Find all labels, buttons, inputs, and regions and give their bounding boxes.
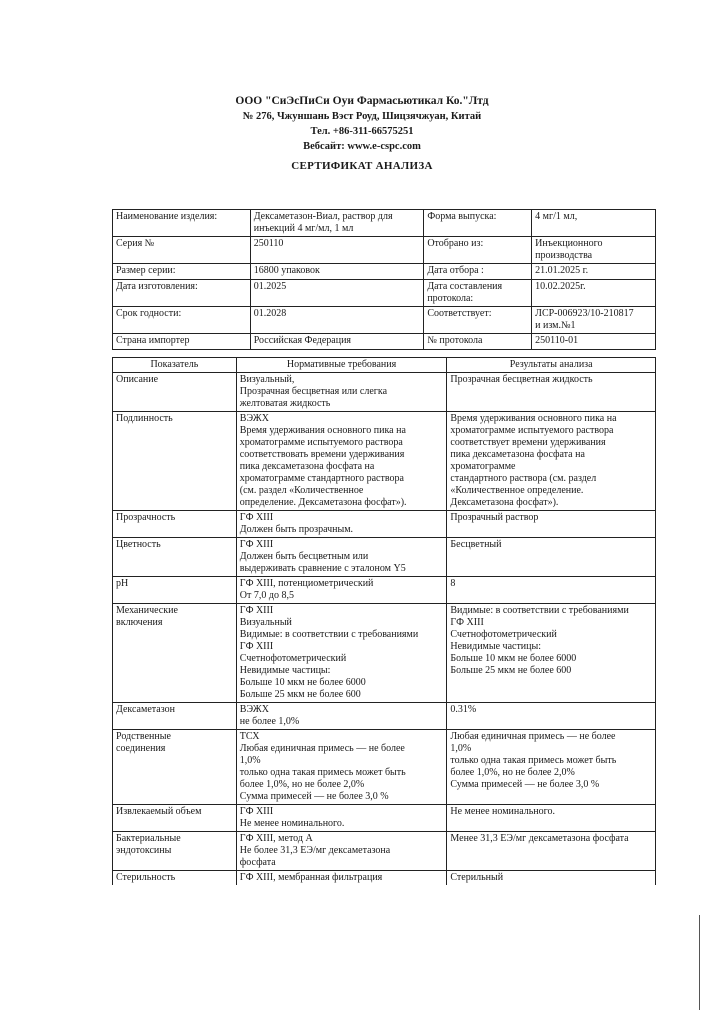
info-label: Размер серии:: [113, 264, 251, 280]
result-cell: Менее 31,3 ЕЭ/мг дексаметазона фосфата: [447, 832, 656, 871]
indicator-cell: Стерильность: [113, 871, 237, 886]
indicator-cell: pH: [113, 577, 237, 604]
result-cell: 0.31%: [447, 703, 656, 730]
indicator-cell: Прозрачность: [113, 511, 237, 538]
result-row: [113, 871, 656, 886]
indicator-cell: Извлекаемый объем: [113, 805, 237, 832]
indicator-cell: Бактериальные эндотоксины: [113, 832, 237, 871]
result-cell: Любая единичная примесь — не более 1,0% только одна такая примесь может быть более 1,0%, но не более 2,0% Сумма примесей — не более 3,0 %: [447, 730, 656, 805]
company-website: Вебсайт: www.e-cspc.com: [303, 141, 421, 152]
result-cell: Прозрачный раствор: [447, 511, 656, 538]
info-row: [113, 307, 656, 334]
result-row: [113, 730, 656, 805]
results-table-body: [113, 373, 656, 886]
info-label: Страна импортер: [113, 334, 251, 350]
requirement-cell: ГФ XIII Должен быть прозрачным.: [236, 511, 447, 538]
page-edge-line: [699, 915, 700, 1010]
info-label: Форма выпуска:: [424, 210, 532, 237]
company-phone: Тел. +86-311-66575251: [310, 126, 414, 137]
info-row: [113, 264, 656, 280]
requirement-cell: ТСХ Любая единичная примесь — не более 1,0% только одна такая примесь может быть более 1,0%, но не более 2,0% Сумма примесей — не более 3,0 %: [236, 730, 447, 805]
indicator-cell: Механические включения: [113, 604, 237, 703]
requirement-cell: ГФ XIII, мембранная фильтрация: [236, 871, 447, 886]
results-table: [112, 357, 656, 885]
info-value: 250110-01: [532, 334, 656, 350]
info-value: ЛСР-006923/10-210817 и изм.№1: [532, 307, 656, 334]
requirement-cell: ГФ XIII, метод А Не более 31,3 ЕЭ/мг дексаметазона фосфата: [236, 832, 447, 871]
info-value: 16800 упаковок: [250, 264, 424, 280]
info-row: [113, 237, 656, 264]
info-value: 21.01.2025 г.: [532, 264, 656, 280]
result-row: [113, 538, 656, 577]
result-cell: Прозрачная бесцветная жидкость: [447, 373, 656, 412]
requirement-cell: Визуальный, Прозрачная бесцветная или слегка желтоватая жидкость: [236, 373, 447, 412]
result-row: [113, 604, 656, 703]
info-label: Дата составления протокола:: [424, 280, 532, 307]
result-cell: Стерильный: [447, 871, 656, 886]
info-row: [113, 334, 656, 350]
company-name: ООО "СиЭсПиСи Оуи Фармасьютикал Ко."Лтд: [235, 95, 489, 107]
result-row: [113, 412, 656, 511]
info-label: Дата отбора :: [424, 264, 532, 280]
document-header: [0, 94, 724, 154]
requirement-cell: ГФ XIII, потенциометрический От 7,0 до 8,5: [236, 577, 447, 604]
result-cell: Не менее номинального.: [447, 805, 656, 832]
info-value: 10.02.2025г.: [532, 280, 656, 307]
document-title: СЕРТИФИКАТ АНАЛИЗА: [291, 160, 433, 172]
requirement-cell: ГФ XIII Визуальный Видимые: в соответствии с требованиями ГФ XIII Счетнофотометрический Невидимые частицы: Больше 10 мкм не более 6000 Больше 25 мкм не более 600: [236, 604, 447, 703]
col-header-indicator: Показатель: [113, 358, 237, 373]
indicator-cell: Подлинность: [113, 412, 237, 511]
info-value: Инъекционного производства: [532, 237, 656, 264]
info-row: [113, 280, 656, 307]
info-value: Дексаметазон-Виал, раствор для инъекций 4 мг/мл, 1 мл: [250, 210, 424, 237]
col-header-requirements: Нормативные требования: [236, 358, 447, 373]
col-header-results: Результаты анализа: [447, 358, 656, 373]
indicator-cell: Родственные соединения: [113, 730, 237, 805]
result-row: [113, 577, 656, 604]
info-value: 01.2025: [250, 280, 424, 307]
info-label: Дата изготовления:: [113, 280, 251, 307]
info-table: [112, 209, 656, 350]
info-label: Наименование изделия:: [113, 210, 251, 237]
info-value: 250110: [250, 237, 424, 264]
info-value: 4 мг/1 мл,: [532, 210, 656, 237]
info-table-body: [113, 210, 656, 350]
info-label: Отобрано из:: [424, 237, 532, 264]
info-value: Российская Федерация: [250, 334, 424, 350]
info-label: Соответствует:: [424, 307, 532, 334]
results-header-row: [113, 358, 656, 373]
info-row: [113, 210, 656, 237]
indicator-cell: Дексаметазон: [113, 703, 237, 730]
requirement-cell: ВЭЖХ Время удерживания основного пика на хроматограмме испытуемого раствора соответствовать времени удерживания пика дексаметазона фосфата на хроматограмме стандартного раствора (см. раздел «Количественное определение. Дексаметазона фосфат»).: [236, 412, 447, 511]
result-cell: Видимые: в соответствии с требованиями ГФ XIII Счетнофотометрический Невидимые частицы: Больше 10 мкм не более 6000 Больше 25 мкм не более 600: [447, 604, 656, 703]
company-address: № 276, Чжуншань Вэст Роуд, Шицзячжуан, Китай: [242, 111, 482, 122]
result-cell: 8: [447, 577, 656, 604]
result-row: [113, 832, 656, 871]
indicator-cell: Цветность: [113, 538, 237, 577]
result-cell: Время удерживания основного пика на хроматограмме испытуемого раствора соответствует времени удерживания пика дексаметазона фосфата на хроматограмме стандартного раствора (см. раздел «Количественное определение. Дексаметазона фосфат»).: [447, 412, 656, 511]
result-row: [113, 805, 656, 832]
result-row: [113, 511, 656, 538]
requirement-cell: ГФ XIII Должен быть бесцветным или выдерживать сравнение с эталоном Y5: [236, 538, 447, 577]
info-label: № протокола: [424, 334, 532, 350]
requirement-cell: ВЭЖХ не более 1,0%: [236, 703, 447, 730]
result-cell: Бесцветный: [447, 538, 656, 577]
info-value: 01.2028: [250, 307, 424, 334]
indicator-cell: Описание: [113, 373, 237, 412]
result-row: [113, 703, 656, 730]
result-row: [113, 373, 656, 412]
info-label: Срок годности:: [113, 307, 251, 334]
info-label: Серия №: [113, 237, 251, 264]
requirement-cell: ГФ XIII Не менее номинального.: [236, 805, 447, 832]
